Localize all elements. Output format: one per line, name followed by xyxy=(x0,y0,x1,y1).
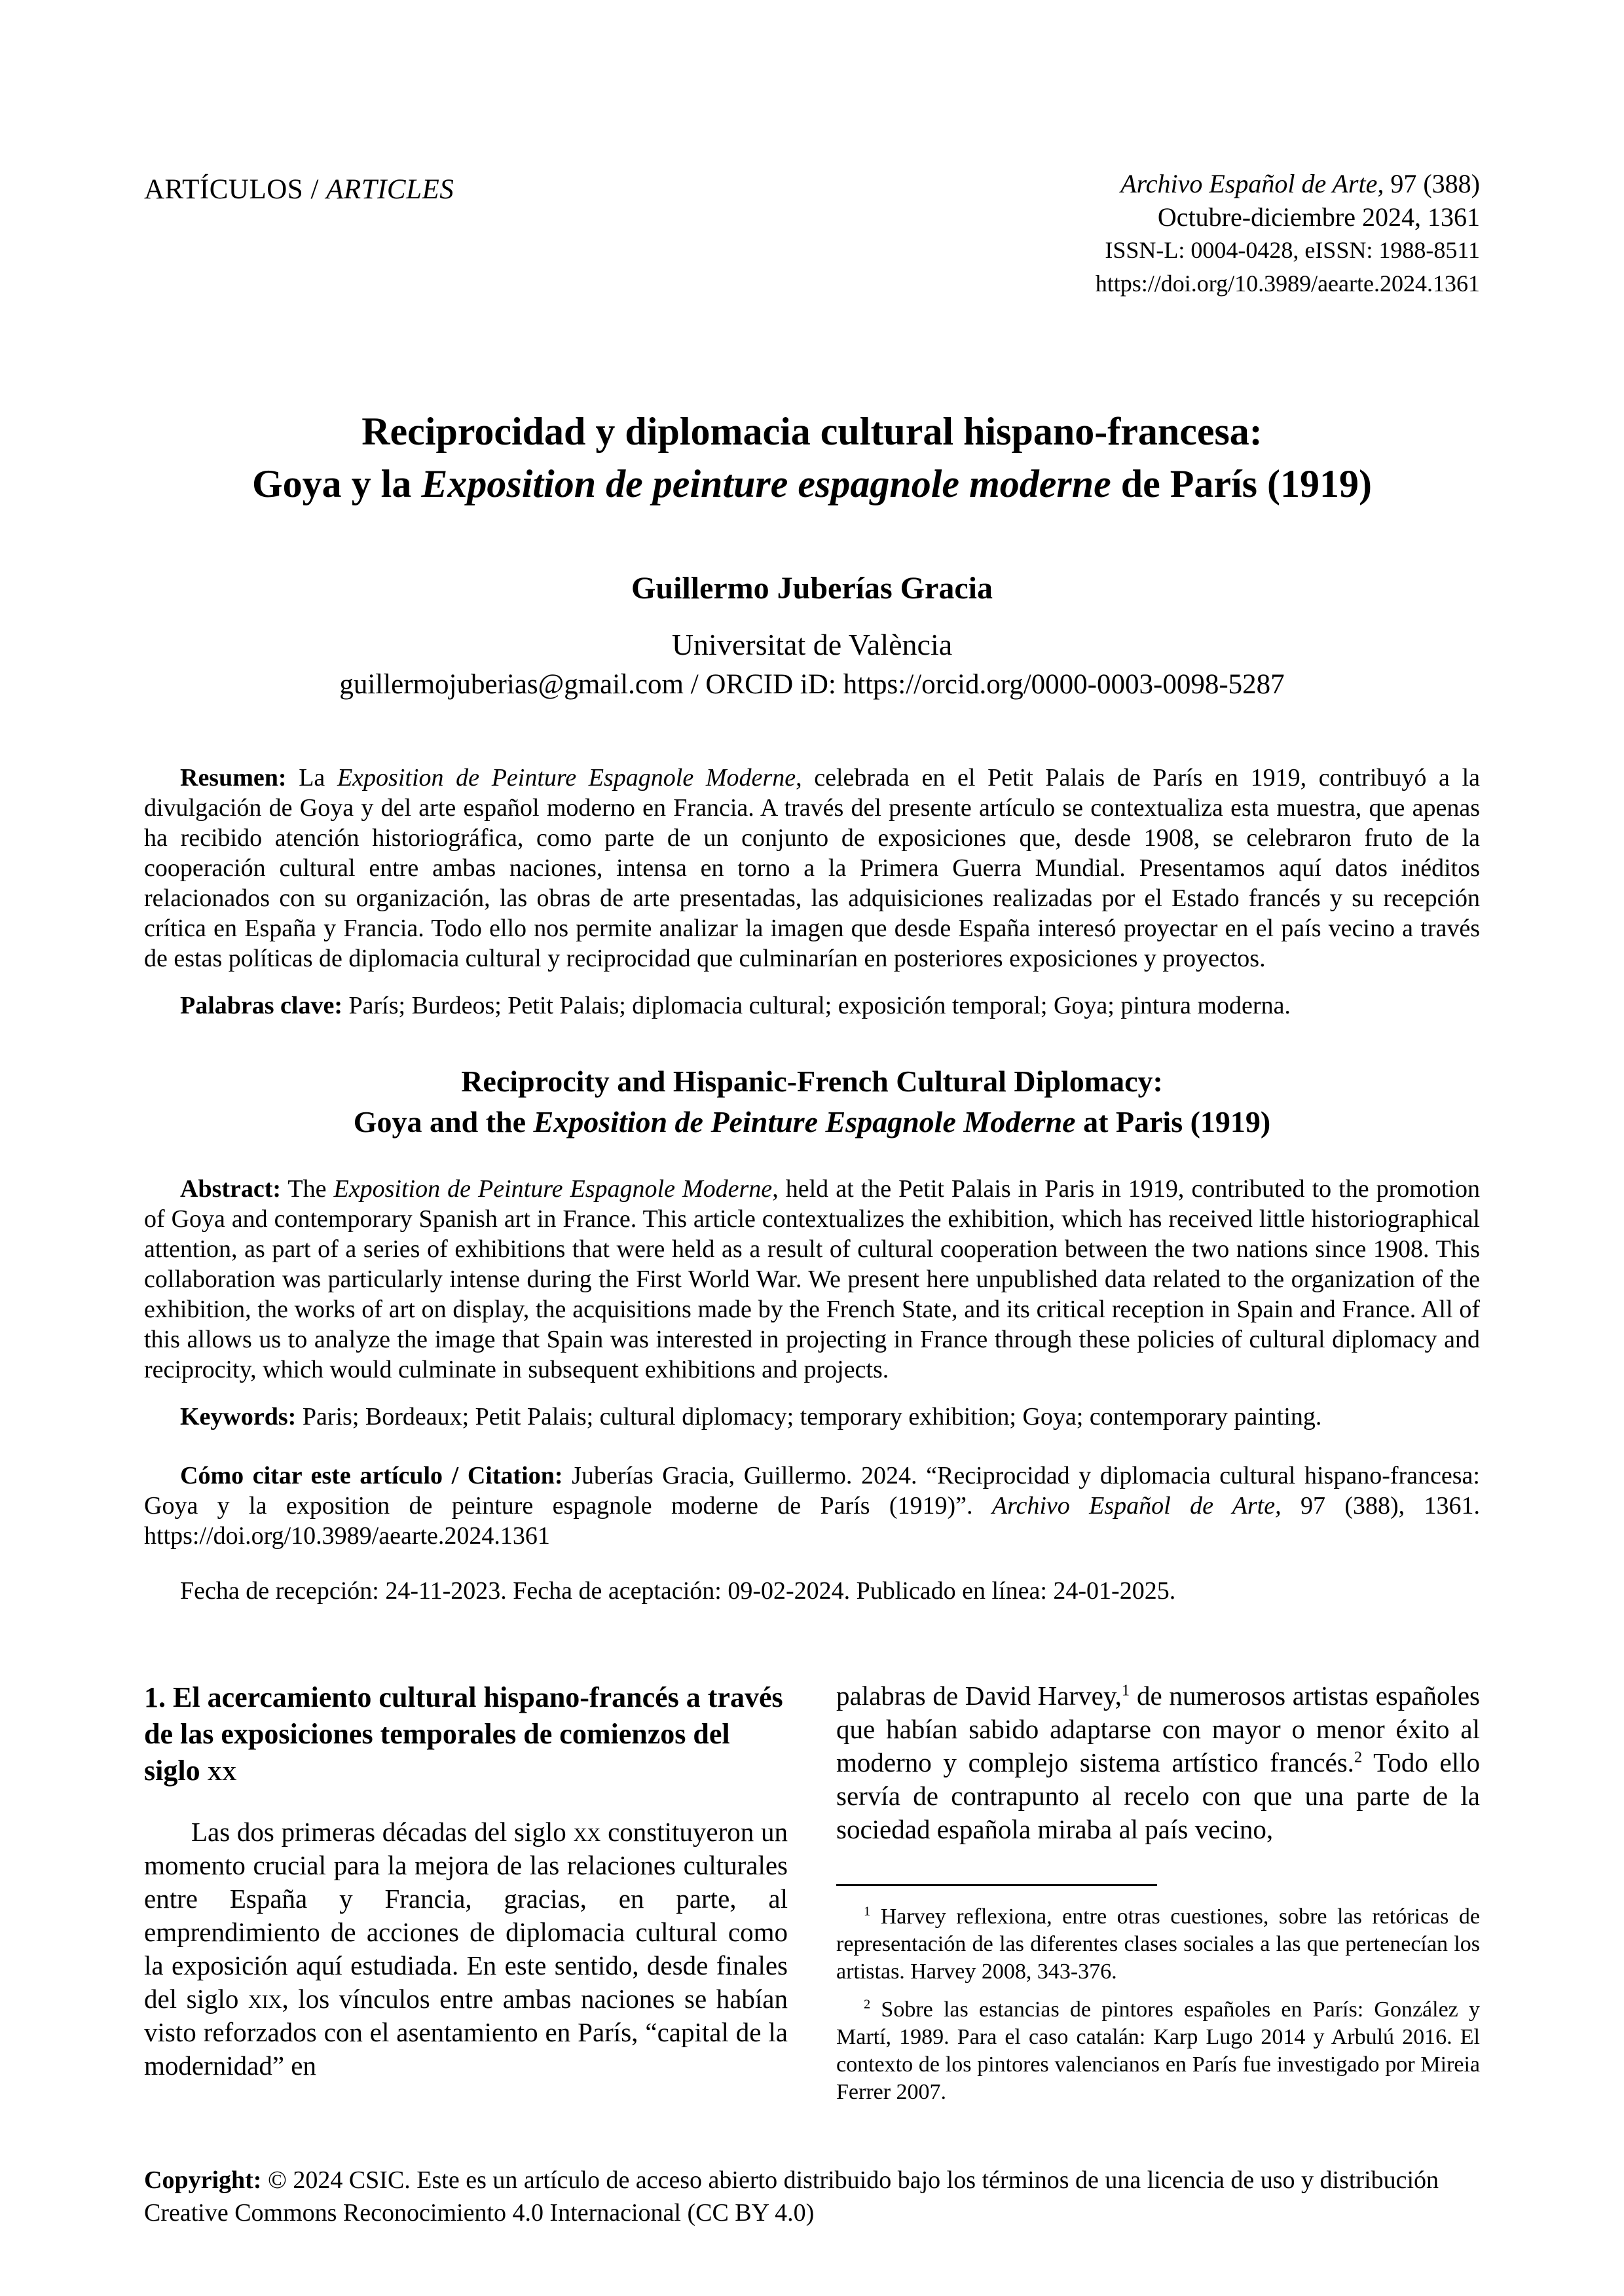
footnote-2-text: Sobre las estancias de pintores españoles en París: González y Martí, 1989. Para el caso catalán: Karp Lugo 2014 y Arbulú 2016. El contexto de los pintores valencianos en París fue investigado por Mireia Ferrer 2007. xyxy=(836,1997,1480,2104)
body-paragraph-left xyxy=(144,1815,788,2083)
citation-text1: Juberías Gracia, Guillermo. 2024. “Reciprocidad y diplomacia cultural hispano-francesa: Goya y la exposition de peinture espagnole moderne de París (1919)”. xyxy=(144,1462,1480,1520)
body-left-century-1: xx xyxy=(573,1817,601,1847)
section-label xyxy=(144,167,454,206)
section-label-en: ARTICLES xyxy=(326,174,454,205)
front-matter xyxy=(144,763,1480,1606)
abstract-en-italic: Exposition de Peinture Espagnole Moderne xyxy=(333,1175,773,1203)
citation xyxy=(144,1461,1480,1551)
footnote-1 xyxy=(836,1903,1480,1986)
footnote-1-number: 1 xyxy=(864,1904,871,1919)
footnotes xyxy=(836,1884,1480,2106)
abstract-es-label: Resumen: xyxy=(180,764,287,792)
abstract-es-italic: Exposition de Peinture Espagnole Moderne xyxy=(337,764,796,792)
abstract-es-rest: , celebrada en el Petit Palais de París en 1919, contribuyó a la divulgación de Goya y del arte español moderno en Francia. A través del presente artículo se contextualiza esta muestra, que apenas ha recibido atención historiográfica, como parte de un conjunto de exposiciones que, desde 1908, se celebraron fruto de la cooperación cultural entre ambas naciones, intensa en torno a la Primera Guerra Mundial. Presentamos aquí datos inéditos relacionados con su organización, las obras de arte presentadas, las adquisiciones realizadas por el Estado francés y su recepción crítica en España y Francia. Todo ello nos permite analizar la imagen que desde España interesó proyectar en el país vecino a través de estas políticas de diplomacia cultural y reciprocidad que culminarían en posteriores exposiciones y proyectos. xyxy=(144,764,1481,972)
citation-label: Cómo citar este artículo / Citation: xyxy=(180,1462,563,1489)
abstract-es-pre: La xyxy=(286,764,337,792)
article-body xyxy=(144,1679,1480,2117)
section-label-es: ARTÍCULOS / xyxy=(144,174,327,205)
footnote-ref-2[interactable]: 2 xyxy=(1354,1748,1363,1766)
journal-name: Archivo Español de Arte, xyxy=(1120,169,1384,198)
author-name: Guillermo Juberías Gracia xyxy=(631,571,993,606)
footnote-rule xyxy=(836,1884,1157,1886)
journal-info xyxy=(1096,167,1480,301)
abstract-en-pre: The xyxy=(281,1175,334,1203)
article-title-en-line1: Reciprocity and Hispanic-French Cultural Diplomacy: xyxy=(461,1065,1163,1098)
body-left-text-2: constituyeron un momento crucial para la mejora de las relaciones culturales entre España y Francia, gracias, en parte, al emprendimiento de acciones de diplomacia cultural como la exposición aquí estudiada. En este sentido, desde finales del siglo xyxy=(144,1817,788,2014)
issn-line: ISSN-L: 0004-0428, eISSN: 1988-8511 xyxy=(1105,237,1480,263)
body-column-right xyxy=(836,1679,1480,2117)
citation-journal: Archivo Español de Arte, xyxy=(991,1492,1282,1520)
body-left-century-2: xix xyxy=(248,1984,282,2014)
keywords xyxy=(144,1402,1480,1432)
article-title xyxy=(144,405,1480,510)
copyright-text: © 2024 CSIC. Este es un artículo de acceso abierto distribuido bajo los términos de una licencia de uso y distribución Creative Commons Reconocimiento 4.0 Internacional (CC BY 4.0) xyxy=(144,2166,1439,2227)
reception-dates: Fecha de recepción: 24-11-2023. Fecha de aceptación: 09-02-2024. Publicado en línea: 24-01-2025. xyxy=(180,1577,1176,1605)
body-left-text-1: Las dos primeras décadas del siglo xyxy=(191,1817,574,1847)
palabras-clave-label: Palabras clave: xyxy=(180,992,343,1019)
article-title-line1: Reciprocidad y diplomacia cultural hispano-francesa: xyxy=(361,410,1263,453)
body-right-text-2: de numerosos artistas españoles que habían sabido adaptarse con mayor o menor éxito al moderno y complejo sistema artístico francés. xyxy=(836,1681,1481,1777)
body-left-text-3: , los vínculos entre ambas naciones se habían visto reforzados con el asentamiento en París, “capital de la modernidad” en xyxy=(144,1984,788,2081)
copyright-footer xyxy=(144,2164,1480,2229)
article-title-en xyxy=(144,1061,1480,1142)
keywords-label: Keywords: xyxy=(180,1403,297,1430)
section-1-heading xyxy=(144,1679,788,1789)
article-title-en-line2-pre: Goya and the xyxy=(353,1105,534,1139)
abstract-en xyxy=(144,1174,1480,1385)
abstract-en-label: Abstract: xyxy=(180,1175,282,1203)
journal-issue: 97 (388) xyxy=(1384,169,1480,198)
section-1-heading-text: 1. El acercamiento cultural hispano-francés a través de las exposiciones temporales de comienzos del siglo xyxy=(144,1681,783,1787)
body-paragraph-right xyxy=(836,1679,1480,1846)
journal-date-line: Octubre-diciembre 2024, 1361 xyxy=(1157,202,1480,232)
body-right-text-3: Todo ello servía de contrapunto al recelo con que una parte de la sociedad española miraba al país vecino, xyxy=(836,1747,1480,1844)
abstract-en-rest: , held at the Petit Palais in Paris in 1919, contributed to the promotion of Goya and contemporary Spanish art in France. This article contextualizes the exhibition, which has received little historiographical attention, as part of a series of exhibitions that were held as a result of cultural cooperation between the two nations since 1908. This collaboration was particularly intense during the First World War. We present here unpublished data related to the organization of the exhibition, the works of art on display, the acquisitions made by the French State, and its critical reception in Spain and France. All of this allows us to analyze the image that Spain was interested in projecting in France through these policies of cultural diplomacy and reciprocity, which would culminate in subsequent exhibitions and projects. xyxy=(144,1175,1480,1383)
body-right-text-1: palabras de David Harvey, xyxy=(836,1681,1122,1711)
author-contact[interactable]: guillermojuberias@gmail.com / ORCID iD: https://orcid.org/0000-0003-0098-5287 xyxy=(339,669,1285,700)
palabras-clave-text: París; Burdeos; Petit Palais; diplomacia cultural; exposición temporal; Goya; pintura moderna. xyxy=(342,992,1291,1019)
article-title-en-line2-post: at Paris (1919) xyxy=(1075,1105,1271,1139)
article-title-en-line2-italic: Exposition de Peinture Espagnole Moderne xyxy=(533,1105,1076,1139)
copyright-label: Copyright: xyxy=(144,2166,262,2194)
article-title-line2-italic: Exposition de peinture espagnole moderne xyxy=(421,462,1111,505)
footnote-2-number: 2 xyxy=(864,1997,871,2012)
citation-text2[interactable]: 97 (388), 1361. https://doi.org/10.3989/aearte.2024.1361 xyxy=(144,1492,1480,1550)
doi-link[interactable]: https://doi.org/10.3989/aearte.2024.1361 xyxy=(1095,270,1480,297)
footnote-ref-1[interactable]: 1 xyxy=(1121,1681,1130,1700)
abstract-es xyxy=(144,763,1480,974)
section-1-heading-century: xx xyxy=(207,1755,237,1787)
palabras-clave xyxy=(144,991,1480,1021)
article-title-line2-post: de París (1919) xyxy=(1111,462,1372,505)
keywords-text: Paris; Bordeaux; Petit Palais; cultural diplomacy; temporary exhibition; Goya; contemporary painting. xyxy=(296,1403,1322,1430)
page-header xyxy=(144,167,1480,301)
article-title-line2-pre: Goya y la xyxy=(252,462,422,505)
journal-ref xyxy=(1096,167,1480,200)
author-affiliation: Universitat de València xyxy=(671,628,953,661)
footnote-2 xyxy=(836,1996,1480,2106)
body-column-left xyxy=(144,1679,788,2117)
footnote-1-text: Harvey reflexiona, entre otras cuestiones, sobre las retóricas de representación de las diferentes clases sociales a las que pertenecían los artistas. Harvey 2008, 343-376. xyxy=(836,1904,1480,1984)
